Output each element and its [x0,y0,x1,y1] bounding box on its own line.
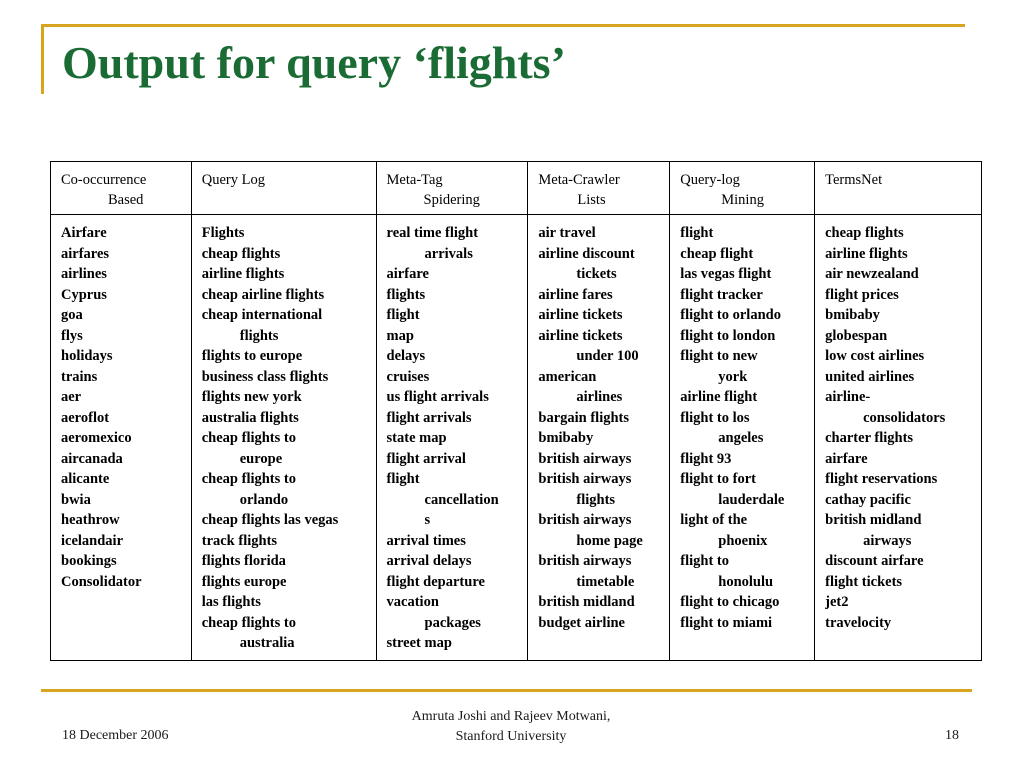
term-item: low cost airlines [825,348,925,364]
term-item: holidays [61,348,113,364]
term-item: flight to miami [680,614,773,631]
footer-authors: Amruta Joshi and Rajeev Motwani, [411,709,611,724]
term-item: discount airfare [825,553,924,569]
header-line2: Spidering [423,192,480,208]
term-item: flight tracker [680,286,763,303]
term-item: delays [386,348,426,364]
term-item: airline discount [538,245,635,262]
header-line1: TermsNet [825,172,883,188]
header-meta-tag [376,162,528,215]
term-item: flight to los [680,409,750,426]
header-query-log [191,162,376,215]
footer-credit [380,707,642,747]
column-meta-crawler [528,215,670,661]
term-item: las vegas flight [680,266,772,282]
term-item: cancellation [424,491,499,508]
term-item: business class flights [201,368,329,385]
term-item: cheap flight [680,245,754,262]
term-item: flight to chicago [680,594,780,610]
term-item: flight prices [825,286,899,303]
term-item: flights new york [201,389,302,405]
term-item: europe [239,450,283,467]
accent-bottom-rule [41,689,972,692]
term-item: flight 93 [680,450,732,467]
term-item: Flights [201,225,245,241]
term-item: american [538,368,597,385]
term-item: bwia [61,491,91,508]
term-item: airlines [61,266,107,282]
term-item: budget airline [538,614,625,631]
term-item: bargain flights [538,409,630,426]
term-item: bmibaby [538,430,594,446]
term-item: australia flights [201,409,299,426]
term-item: flight tickets [825,573,903,590]
term-item: flight [386,307,420,323]
term-item: flight to london [680,327,776,344]
term-item: united airlines [825,368,915,385]
column-co-occurrence [51,215,192,661]
column-termsnet [815,215,982,661]
header-line1: Query Log [201,172,265,188]
term-item: cheap flights [201,245,281,262]
term-item: tickets [576,266,617,282]
column-query-log [191,215,376,661]
term-item: honolulu [718,573,774,590]
term-item: icelandair [61,532,124,549]
term-item: cheap flights to [201,614,296,631]
term-item: street map [386,635,452,651]
term-item: british airways [538,553,632,569]
term-item: flights to europe [201,348,303,364]
table-header-row [51,162,982,215]
term-item: las flights [201,594,261,610]
term-item: flight arrivals [386,409,472,426]
column-meta-tag [376,215,528,661]
term-item: airline- [825,389,871,405]
term-item: travelocity [825,614,892,631]
term-item: flight to orlando [680,307,781,323]
term-item: flights [386,286,426,303]
term-item: british midland [825,512,922,528]
term-item: flight reservations [825,471,938,487]
header-query-log-mining [670,162,815,215]
header-termsnet [815,162,982,215]
term-item: angeles [718,430,764,446]
term-item: phoenix [718,532,768,549]
term-item: arrival times [386,532,466,549]
term-item: goa [61,307,83,323]
term-item: australia [239,635,295,651]
term-item: consolidators [863,409,946,426]
header-meta-crawler [528,162,670,215]
term-item: jet2 [825,594,849,610]
term-item: alicante [61,471,110,487]
term-item: airfare [825,450,868,467]
header-line2: Lists [577,192,606,208]
term-item: flight [386,471,420,487]
term-item: bookings [61,553,117,569]
term-item: cheap flights to [201,471,296,487]
header-line1: Meta-Crawler [538,172,620,188]
accent-top-rule [41,24,965,27]
term-item: cheap flights to [201,430,296,446]
table-body-row [51,215,982,661]
term-item: home page [576,532,643,549]
term-item: airfare [386,266,429,282]
term-item: flight to new [680,348,758,364]
term-item: airlines [576,389,623,405]
term-item: trains [61,368,98,385]
term-item: airline flights [825,245,908,262]
term-item: airfares [61,245,110,262]
term-item: state map [386,430,447,446]
footer-date: 18 December 2006 [62,728,169,743]
header-line1: Meta-Tag [386,172,443,188]
term-item: flight [680,225,714,241]
term-item: air travel [538,225,596,241]
term-item: cheap international [201,307,323,323]
term-item: Consolidator [61,573,142,590]
term-item: airline fares [538,286,613,303]
term-item: real time flight [386,225,479,241]
term-item: british airways [538,471,632,487]
term-item: flights [239,327,279,344]
term-item: orlando [239,491,289,508]
slide-title: Output for query ‘flights’ [62,37,566,88]
term-item: packages [424,614,481,631]
term-item: british airways [538,512,632,528]
term-item: flights [576,491,616,508]
term-item: aircanada [61,450,123,467]
term-item: cheap flights [825,225,904,241]
term-item: airways [863,532,912,549]
column-query-log-mining [670,215,815,661]
term-item: flight to [680,553,729,569]
term-item: track flights [201,532,278,549]
term-item: airline flight [680,389,758,405]
term-item: airline flights [201,266,285,282]
term-item: cheap flights las vegas [201,512,339,528]
term-item: charter flights [825,430,914,446]
term-item: arrival delays [386,553,472,569]
term-item: Airfare [61,225,107,241]
term-item: lauderdale [718,491,785,508]
header-line2: Mining [721,192,764,208]
term-item: aeroflot [61,409,110,426]
term-item: flight departure [386,573,485,590]
term-item: heathrow [61,512,120,528]
footer-page-number: 18 [945,728,959,743]
term-item: cheap airline flights [201,286,325,303]
term-item: aeromexico [61,430,132,446]
term-item: air newzealand [825,266,919,282]
term-item: flys [61,327,83,344]
accent-vertical-bar [41,24,44,94]
term-item: timetable [576,573,635,590]
term-item: Cyprus [61,286,107,303]
header-line1: Query-log [680,172,740,188]
term-item: airline tickets [538,327,623,344]
term-item: globespan [825,327,888,344]
term-item: us flight arrivals [386,389,489,405]
term-item: bmibaby [825,307,880,323]
term-item: york [718,368,748,385]
results-table [50,161,982,661]
term-item: british midland [538,594,635,610]
term-item: vacation [386,594,439,610]
term-item: flight arrival [386,450,466,467]
term-item: british airways [538,450,632,467]
term-item: light of the [680,512,748,528]
term-item: map [386,327,414,344]
header-co-occurrence [51,162,192,215]
term-item: s [424,512,431,528]
term-item: flight to fort [680,471,756,487]
term-item: flights europe [201,573,287,590]
term-item: aer [61,389,82,405]
term-item: cathay pacific [825,491,911,508]
term-item: cruises [386,368,430,385]
term-item: airline tickets [538,307,623,323]
header-line1: Co-occurrence [61,172,147,188]
header-line2: Based [108,192,144,208]
term-item: flights florida [201,553,286,569]
term-item: arrivals [424,245,473,262]
term-item: under 100 [576,348,639,364]
footer-institution: Stanford University [455,729,567,744]
